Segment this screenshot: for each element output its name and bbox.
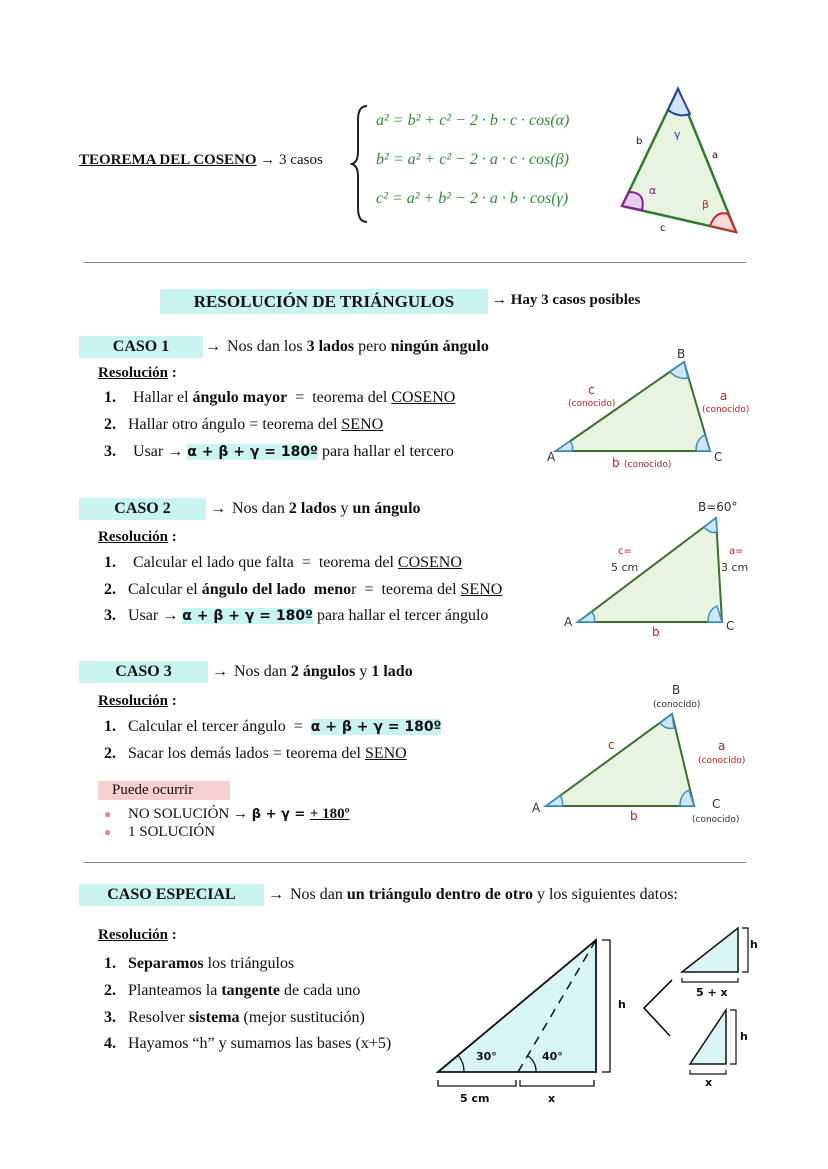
special-case-figure	[430, 924, 760, 1108]
vertex-a-label: A	[547, 450, 556, 464]
side-c-label: c	[660, 223, 666, 234]
vertex-c-label: C	[726, 619, 735, 633]
formula-a: a² = b² + c² − 2 · b · c · cos(α)	[376, 112, 570, 129]
special-step-3: 3. Resolver sistema (mejor sustitución)	[104, 1009, 365, 1026]
vertex-c-label: C	[712, 797, 721, 811]
side-a-value: 3 cm	[721, 561, 749, 574]
svg-text:h: h	[740, 1030, 748, 1043]
outer-triangle	[438, 940, 596, 1072]
caso1-step-3: 3. Usar → α + β + γ = 180º para hallar el tercero	[104, 443, 454, 460]
svg-text:(conocido): (conocido)	[692, 815, 740, 825]
svg-text:(conocido): (conocido)	[698, 756, 746, 766]
alpha-arc	[622, 192, 643, 210]
svg-text:(conocido): (conocido)	[702, 405, 750, 415]
caso3-tag: CASO 3	[79, 661, 208, 683]
special-case-description: → Nos dan un triángulo dentro de otro y los siguientes datos:	[268, 886, 678, 903]
vertex-a-label: A	[532, 801, 541, 815]
small-triangle-2	[690, 1010, 726, 1064]
special-case-tag: CASO ESPECIAL	[79, 884, 264, 906]
small2-base-label: x	[705, 1076, 713, 1089]
vertex-b-label: B=60°	[698, 500, 738, 514]
resolution-title: RESOLUCIÓN DE TRIÁNGULOS	[160, 289, 488, 314]
side-c-value: 5 cm	[611, 561, 639, 574]
special-resolution-label: Resolución :	[98, 927, 177, 943]
height-label: h	[618, 998, 626, 1011]
caso3-step-2: 2. Sacar los demás lados = teorema del SENO	[104, 745, 407, 762]
caso3-resolution-label: Resolución :	[98, 693, 177, 709]
bullet-dot: ●	[104, 807, 112, 821]
bullet-one-solution: ● 1 SOLUCIÓN	[104, 824, 216, 840]
vertex-b-label: B	[677, 347, 686, 361]
caso2-triangle-diagram	[556, 498, 756, 642]
caso3-step-1: 1. Calcular el tercer ángulo = α + β + γ = 180º	[104, 718, 442, 735]
vertex-c-label: C	[714, 450, 723, 464]
caso1-resolution-label: Resolución :	[98, 365, 177, 381]
caso1-step-1: 1. Hallar el ángulo mayor = teorema del COSENO	[104, 389, 456, 406]
svg-text:(conocido): (conocido)	[568, 399, 616, 409]
angle-40-label: 40°	[542, 1050, 563, 1063]
side-b-label: b	[652, 625, 660, 639]
formula-brace	[350, 100, 370, 228]
divider	[84, 862, 746, 863]
separation-chevron	[644, 980, 672, 1036]
vertex-b-label: B	[672, 683, 681, 697]
side-b-label: b	[630, 809, 638, 823]
divider	[84, 262, 746, 263]
caso1-tag: CASO 1	[79, 336, 203, 358]
caso2-tag: CASO 2	[79, 498, 206, 520]
special-step-4: 4. Hayamos “h” y sumamos las bases (x+5)	[104, 1035, 392, 1052]
base-5cm-label: 5 cm	[460, 1092, 490, 1105]
caso2-resolution-label: Resolución :	[98, 529, 177, 545]
svg-text:(conocido): (conocido)	[653, 700, 701, 710]
angle-30-label: 30°	[476, 1050, 497, 1063]
caso3-description: → Nos dan 2 ángulos y 1 lado	[212, 663, 413, 680]
special-step-1: 1. Separamos los triángulos	[104, 955, 295, 972]
small1-base-label: 5 + x	[696, 986, 728, 999]
svg-text:(conocido): (conocido)	[624, 460, 672, 470]
note-badge: Puede ocurrir	[98, 781, 230, 800]
side-b-label: b	[612, 456, 620, 470]
small-triangle-1	[682, 928, 738, 972]
side-b-label: b	[636, 136, 643, 147]
caso2-description: → Nos dan 2 lados y un ángulo	[210, 500, 421, 517]
vertex-a-label: A	[564, 615, 573, 629]
caso2-step-1: 1. Calcular el lado que falta = teorema del COSENO	[104, 554, 462, 571]
bullet-no-solution: ● NO SOLUCIÓN → β + γ = + 180º	[104, 806, 350, 822]
side-a-label: a	[718, 739, 726, 753]
special-step-2: 2. Planteamos la tangente de cada uno	[104, 982, 361, 999]
base-x-label: x	[548, 1092, 556, 1105]
side-c-label: c	[588, 383, 595, 397]
caso3-triangle-diagram	[526, 680, 754, 828]
caso2-step-2: 2. Calcular el ángulo del lado menor = teorema del SENO	[104, 581, 503, 598]
beta-label: β	[702, 198, 710, 211]
formula-c: c² = a² + b² − 2 · a · b · cos(γ)	[376, 190, 569, 207]
side-a-label: a	[720, 389, 728, 403]
svg-text:c=: c=	[618, 546, 632, 557]
caso1-triangle-diagram	[538, 344, 752, 472]
caso1-description: → Nos dan los 3 lados pero ningún ángulo	[205, 338, 489, 355]
cases-count: 3 casos	[279, 152, 323, 168]
gamma-arc	[668, 89, 690, 115]
resolution-subtitle: → Hay 3 casos posibles	[492, 292, 641, 308]
side-a-label: a	[712, 150, 719, 161]
bullet-dot: ●	[104, 825, 112, 839]
gamma-label: γ	[674, 128, 681, 141]
formula-b: b² = a² + c² − 2 · a · c · cos(β)	[376, 151, 569, 168]
caso2-step-3: 3. Usar → α + β + γ = 180º para hallar el tercer ángulo	[104, 607, 489, 624]
cosine-theorem-heading: TEOREMA DEL COSENO → 3 casos	[79, 152, 323, 168]
cosine-triangle-diagram	[612, 84, 744, 240]
alpha-label: α	[649, 184, 657, 197]
svg-text:h: h	[750, 938, 758, 951]
cosine-theorem-title: TEOREMA DEL COSENO	[79, 152, 257, 168]
side-c-label: c	[608, 738, 615, 752]
svg-text:a=: a=	[729, 546, 744, 557]
caso1-step-2: 2. Hallar otro ángulo = teorema del SENO	[104, 416, 384, 433]
